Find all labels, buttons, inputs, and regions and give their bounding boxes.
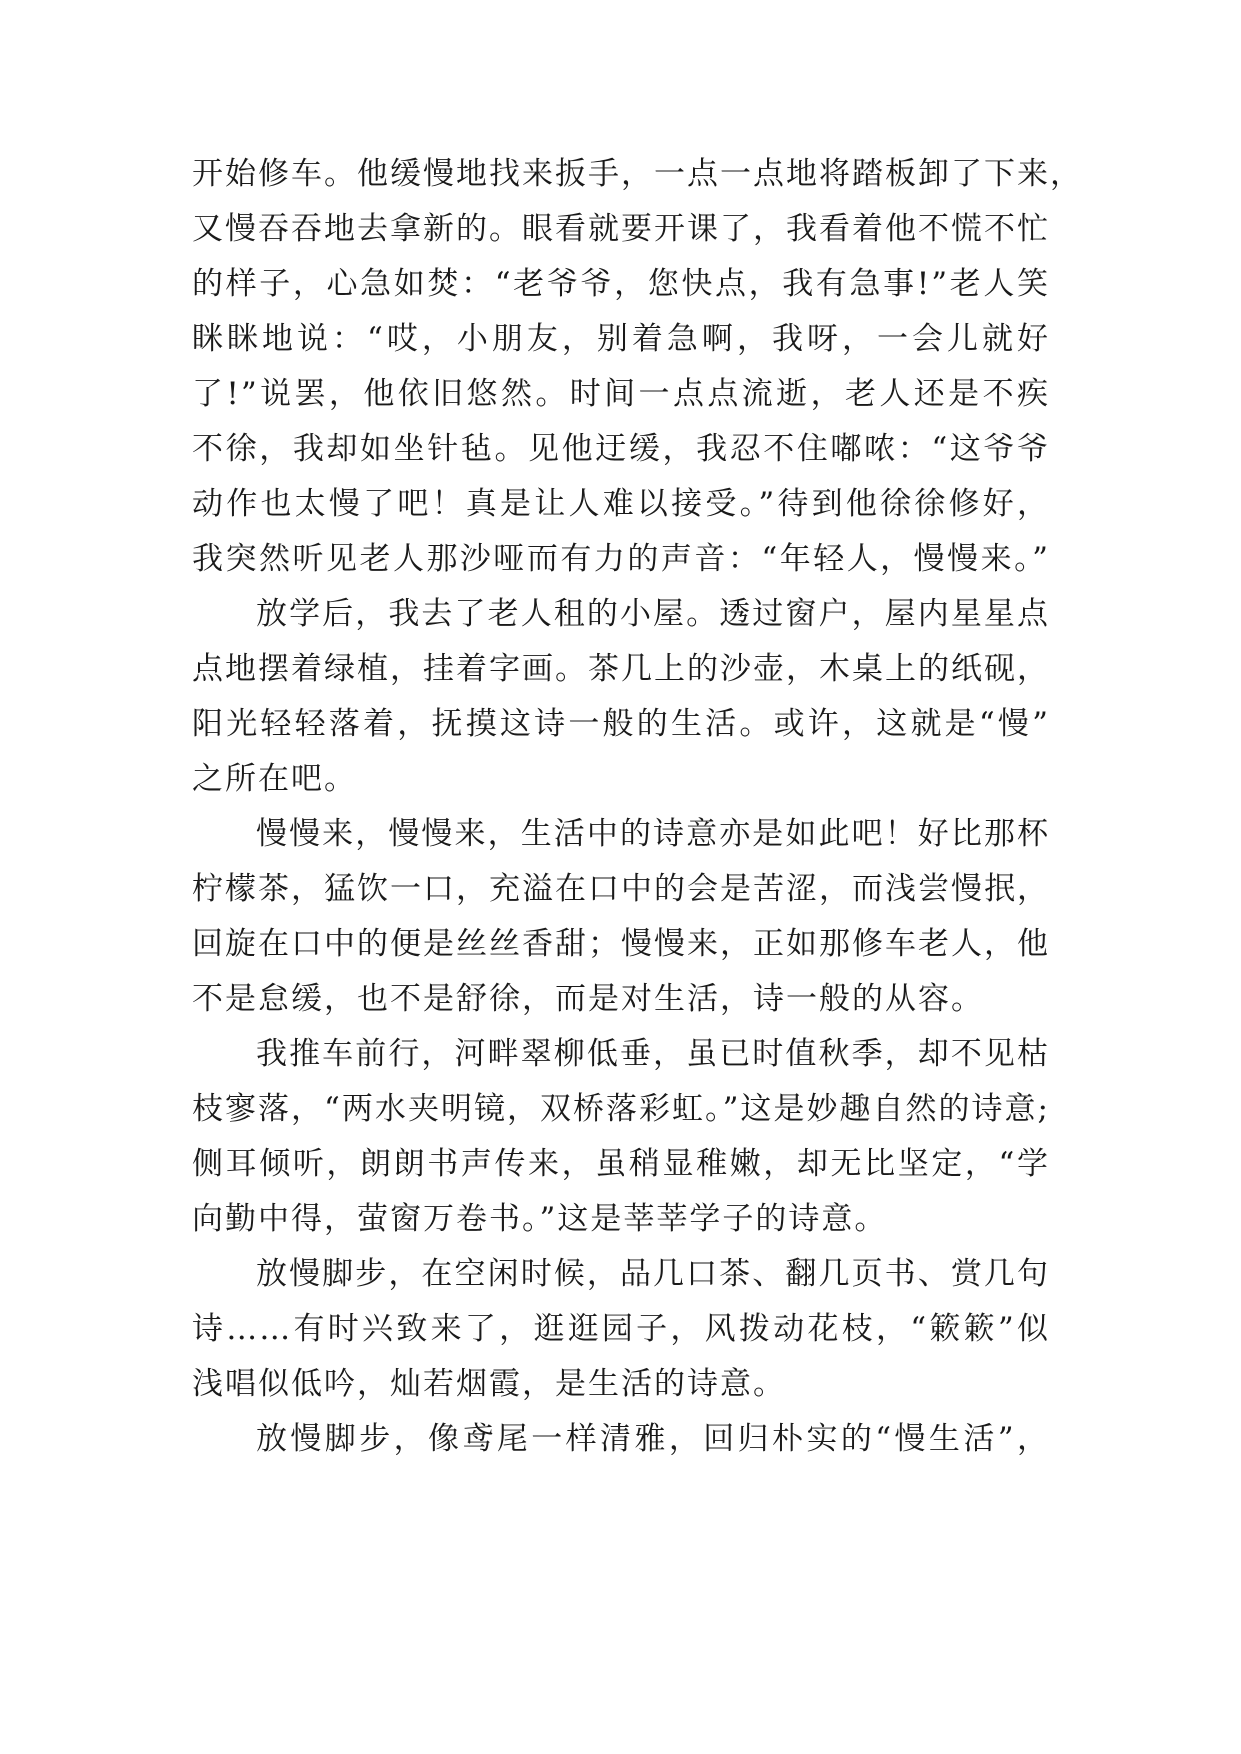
text-line: 柠檬茶，猛饮一口，充溢在口中的会是苦涩，而浅尝慢抿， xyxy=(192,871,1050,907)
text-line: 向勤中得，萤窗万卷书。”这是莘莘学子的诗意。 xyxy=(192,1201,888,1237)
text-line: 侧耳倾听，朗朗书声传来，虽稍显稚嫩，却无比坚定，“学 xyxy=(192,1146,1050,1182)
paragraph-first-line: 我推车前行，河畔翠柳低垂，虽已时值秋季，却不见枯 xyxy=(256,1036,1050,1072)
text-line: 不徐，我却如坐针毡。见他迂缓，我忍不住嘟哝：“这爷爷 xyxy=(192,431,1050,467)
text-line: 枝寥落，“两水夹明镜，双桥落彩虹。”这是妙趣自然的诗意; xyxy=(192,1091,1050,1127)
text-line: 开始修车。他缓慢地找来扳手，一点一点地将踏板卸了下来， xyxy=(192,156,1083,192)
paragraph-first-line: 放学后，我去了老人租的小屋。透过窗户，屋内星星点 xyxy=(256,596,1050,632)
text-line: 又慢吞吞地去拿新的。眼看就要开课了，我看着他不慌不忙 xyxy=(192,211,1050,247)
text-line: 浅唱似低吟，灿若烟霞，是生活的诗意。 xyxy=(192,1366,786,1402)
text-line: 的样子，心急如焚：“老爷爷，您快点，我有急事!”老人笑 xyxy=(192,266,1050,302)
text-line: 不是怠缓，也不是舒徐，而是对生活，诗一般的从容。 xyxy=(192,981,984,1017)
text-line: 我突然听见老人那沙哑而有力的声音：“年轻人，慢慢来。” xyxy=(192,541,1050,577)
text-line: 点地摆着绿植，挂着字画。茶几上的沙壶，木桌上的纸砚， xyxy=(192,651,1050,687)
text-line: 诗……有时兴致来了，逛逛园子，风拨动花枝，“簌簌”似 xyxy=(192,1311,1050,1347)
text-line: 了!”说罢，他依旧悠然。时间一点点流逝，老人还是不疾 xyxy=(192,376,1050,412)
text-line: 回旋在口中的便是丝丝香甜；慢慢来，正如那修车老人，他 xyxy=(192,926,1050,962)
text-line: 阳光轻轻落着，抚摸这诗一般的生活。或许，这就是“慢” xyxy=(192,706,1050,742)
paragraph-first-line: 放慢脚步，在空闲时候，品几口茶、翻几页书、赏几句 xyxy=(256,1256,1050,1292)
text-line: 之所在吧。 xyxy=(192,761,357,797)
text-line: 眯眯地说：“哎，小朋友，别着急啊，我呀，一会儿就好 xyxy=(192,321,1050,357)
text-line: 动作也太慢了吧！真是让人难以接受。”待到他徐徐修好， xyxy=(192,486,1050,522)
paragraph-first-line: 慢慢来，慢慢来，生活中的诗意亦是如此吧！好比那杯 xyxy=(256,816,1050,852)
paragraph-first-line: 放慢脚步，像鸢尾一样清雅，回归朴实的“慢生活”， xyxy=(256,1421,1050,1457)
